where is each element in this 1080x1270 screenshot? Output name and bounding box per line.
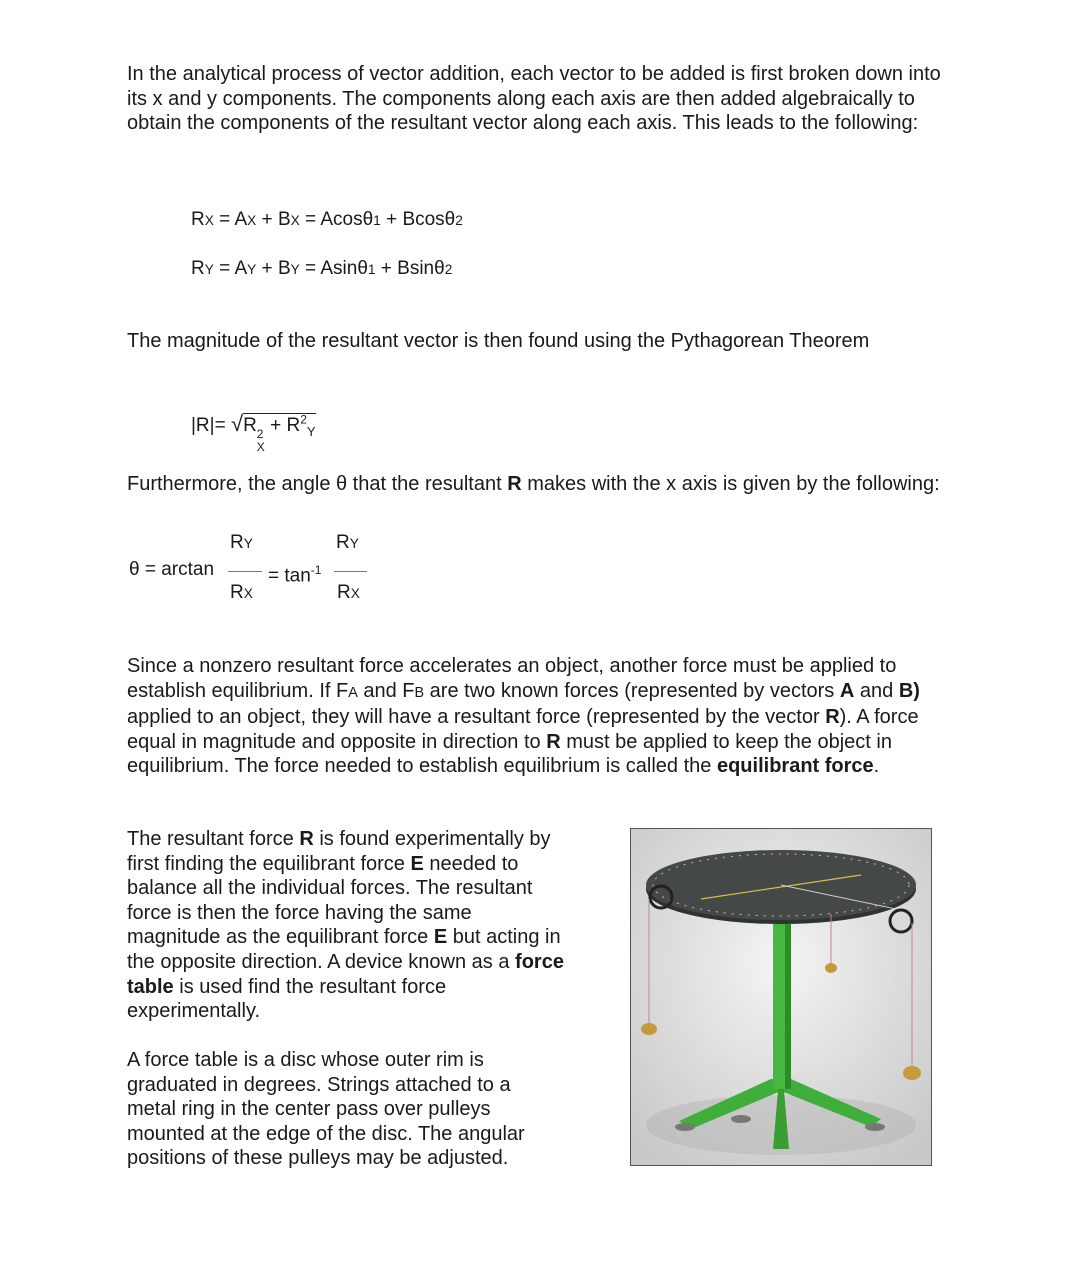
force-table-image [630,828,932,1166]
resultant-paragraph: The resultant force R is found experimentally by first finding the equilibrant force E needed to balance all the individual forces. The resultant force is then the force having the same magnitude as the equilibrant force E but acting in the opposite direction. A device known as a force table is used find the resultant force experimentally. [127,828,564,1023]
equilibrium-paragraph: Since a nonzero resultant force accelerates an object, another force must be applied to establish equilibrium. If FA and FB are two known forces (represented by vectors A and B) applied to an object, they will have a resultant force (represented by the vector R). A force equal in magnitude and opposite in direction to R must be applied to keep the object in equilibrium. The force needed to establish equilibrium is called the equilibrant force. [127,655,920,778]
magnitude-paragraph: The magnitude of the resultant vector is then found using the Pythagorean Theorem [127,330,870,352]
equation-rx: RX = AX + BX = Acosθ1 + Bcosθ2 [191,209,463,230]
force-table-paragraph: A force table is a disc whose outer rim is graduated in degrees. Strings attached to a metal ring in the center pass over pulleys mounted at the edge of the disc. The angular positions of these pulleys may be adjusted. [127,1049,525,1170]
equation-magnitude: |R|= √R 2 X + $R^2_Y$ [191,411,316,454]
intro-paragraph: In the analytical process of vector addition, each vector to be added is first broken down into its x and y components. The components along each axis are then added algebraically to obtain the components of the resultant vector along each axis. This leads to the following: [127,63,941,135]
equation-ry: RY = AY + BY = Asinθ1 + Bsinθ2 [191,258,453,279]
angle-paragraph: Furthermore, the angle θ that the resultant R makes with the x axis is given by the following: [127,473,940,495]
